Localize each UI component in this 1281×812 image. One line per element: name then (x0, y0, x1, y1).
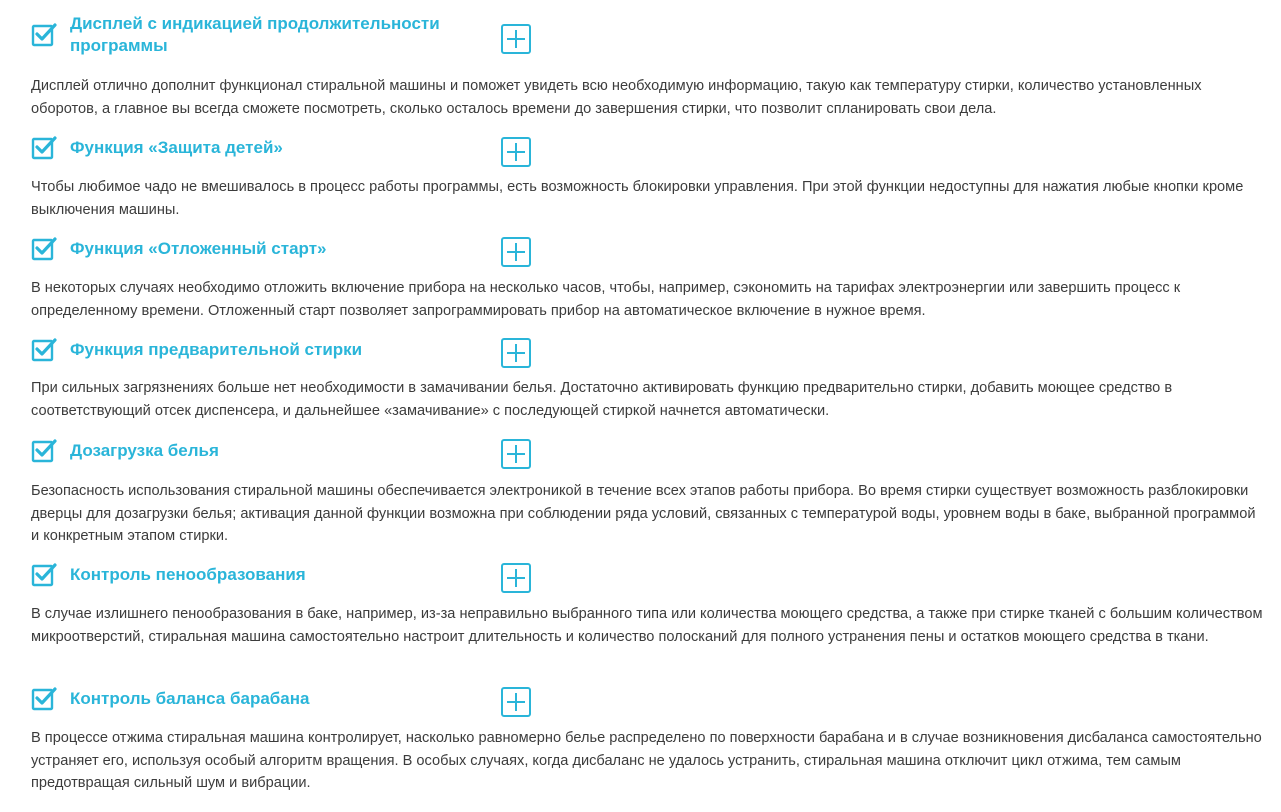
feature-title: Контроль баланса барабана (70, 689, 310, 708)
checkbox-checked-icon (31, 439, 57, 465)
feature-title: Дисплей с индикацией продолжительности программы (70, 14, 440, 55)
expand-button[interactable] (501, 687, 531, 717)
plus-icon (503, 239, 529, 265)
expand-button[interactable] (501, 338, 531, 368)
checkbox-checked-icon (31, 23, 57, 49)
checkbox-checked-icon (31, 687, 57, 713)
plus-icon (503, 26, 529, 52)
feature-description: В некоторых случаях необходимо отложить включение прибора на несколько часов, чтобы, например, сэкономить на тарифах электроэнергии или завершить процесс к определенному времени. Отложенный старт позволяет запрограммировать прибор на автоматическое включение в нужное время. (31, 280, 1181, 319)
checkbox-checked-icon (31, 136, 57, 162)
plus-icon (503, 139, 529, 165)
expand-button[interactable] (501, 439, 531, 469)
feature-description: Безопасность использования стиральной машины обеспечивается электроникой в течение всех этапов работы прибора. Во время стирки существует возможность разблокировки дверцы для дозагрузки белья; активация данной функции возможна при соблюдении ряда условий, связанных с температурой воды, уровнем воды в баке, выбранной программой и конкретным этапом стирки. (31, 483, 1256, 544)
expand-button[interactable] (501, 563, 531, 593)
feature-description: При сильных загрязнениях больше нет необходимости в замачивании белья. Достаточно активировать функцию предварительно стирки, добавить моющее средство в соответствующий отсек диспенсера, и дальнейшее «замачивание» с последующей стиркой начнется автоматически. (31, 380, 1173, 419)
plus-icon (503, 340, 529, 366)
checkbox-checked-icon (31, 237, 57, 263)
plus-icon (503, 441, 529, 467)
feature-description: Чтобы любимое чадо не вмешивалось в процесс работы программы, есть возможность блокировки управления. При этой функции недоступны для нажатия любые кнопки кроме выключения машины. (31, 179, 1244, 218)
expand-button[interactable] (501, 137, 531, 167)
expand-button[interactable] (501, 24, 531, 54)
plus-icon (503, 565, 529, 591)
feature-title: Дозагрузка белья (70, 441, 219, 460)
feature-title: Функция «Защита детей» (70, 138, 283, 157)
expand-button[interactable] (501, 237, 531, 267)
feature-title: Контроль пенообразования (70, 565, 306, 584)
feature-description: Дисплей отлично дополнит функционал стиральной машины и поможет увидеть всю необходимую информацию, такую как температуру стирки, количество установленных оборотов, а главное вы всегда сможете посмотреть, сколько осталось времени до завершения стирки, что позволит спланировать свои дела. (31, 78, 1202, 117)
feature-description: В процессе отжима стиральная машина контролирует, насколько равномерно белье распределено по поверхности барабана и в случае возникновения дисбаланса самостоятельно устраняет его, используя особый алгоритм вращения. В особых случаях, когда дисбаланс не удалось устранить, стиральная машина отключит цикл отжима, тем самым предотвращая сильный шум и вибрации. (31, 730, 1262, 791)
checkbox-checked-icon (31, 338, 57, 364)
feature-title: Функция предварительной стирки (70, 340, 363, 359)
feature-title: Функция «Отложенный старт» (70, 239, 327, 258)
feature-description: В случае излишнего пенообразования в баке, например, из-за неправильно выбранного типа или количества моющего средства, а также при стирке тканей с большим количеством микроотверстий, стиральная машина самостоятельно настроит длительность и количество полосканий для полного устранения пены и остатков моющего средства в ткани. (31, 606, 1263, 645)
checkbox-checked-icon (31, 563, 57, 589)
plus-icon (503, 689, 529, 715)
